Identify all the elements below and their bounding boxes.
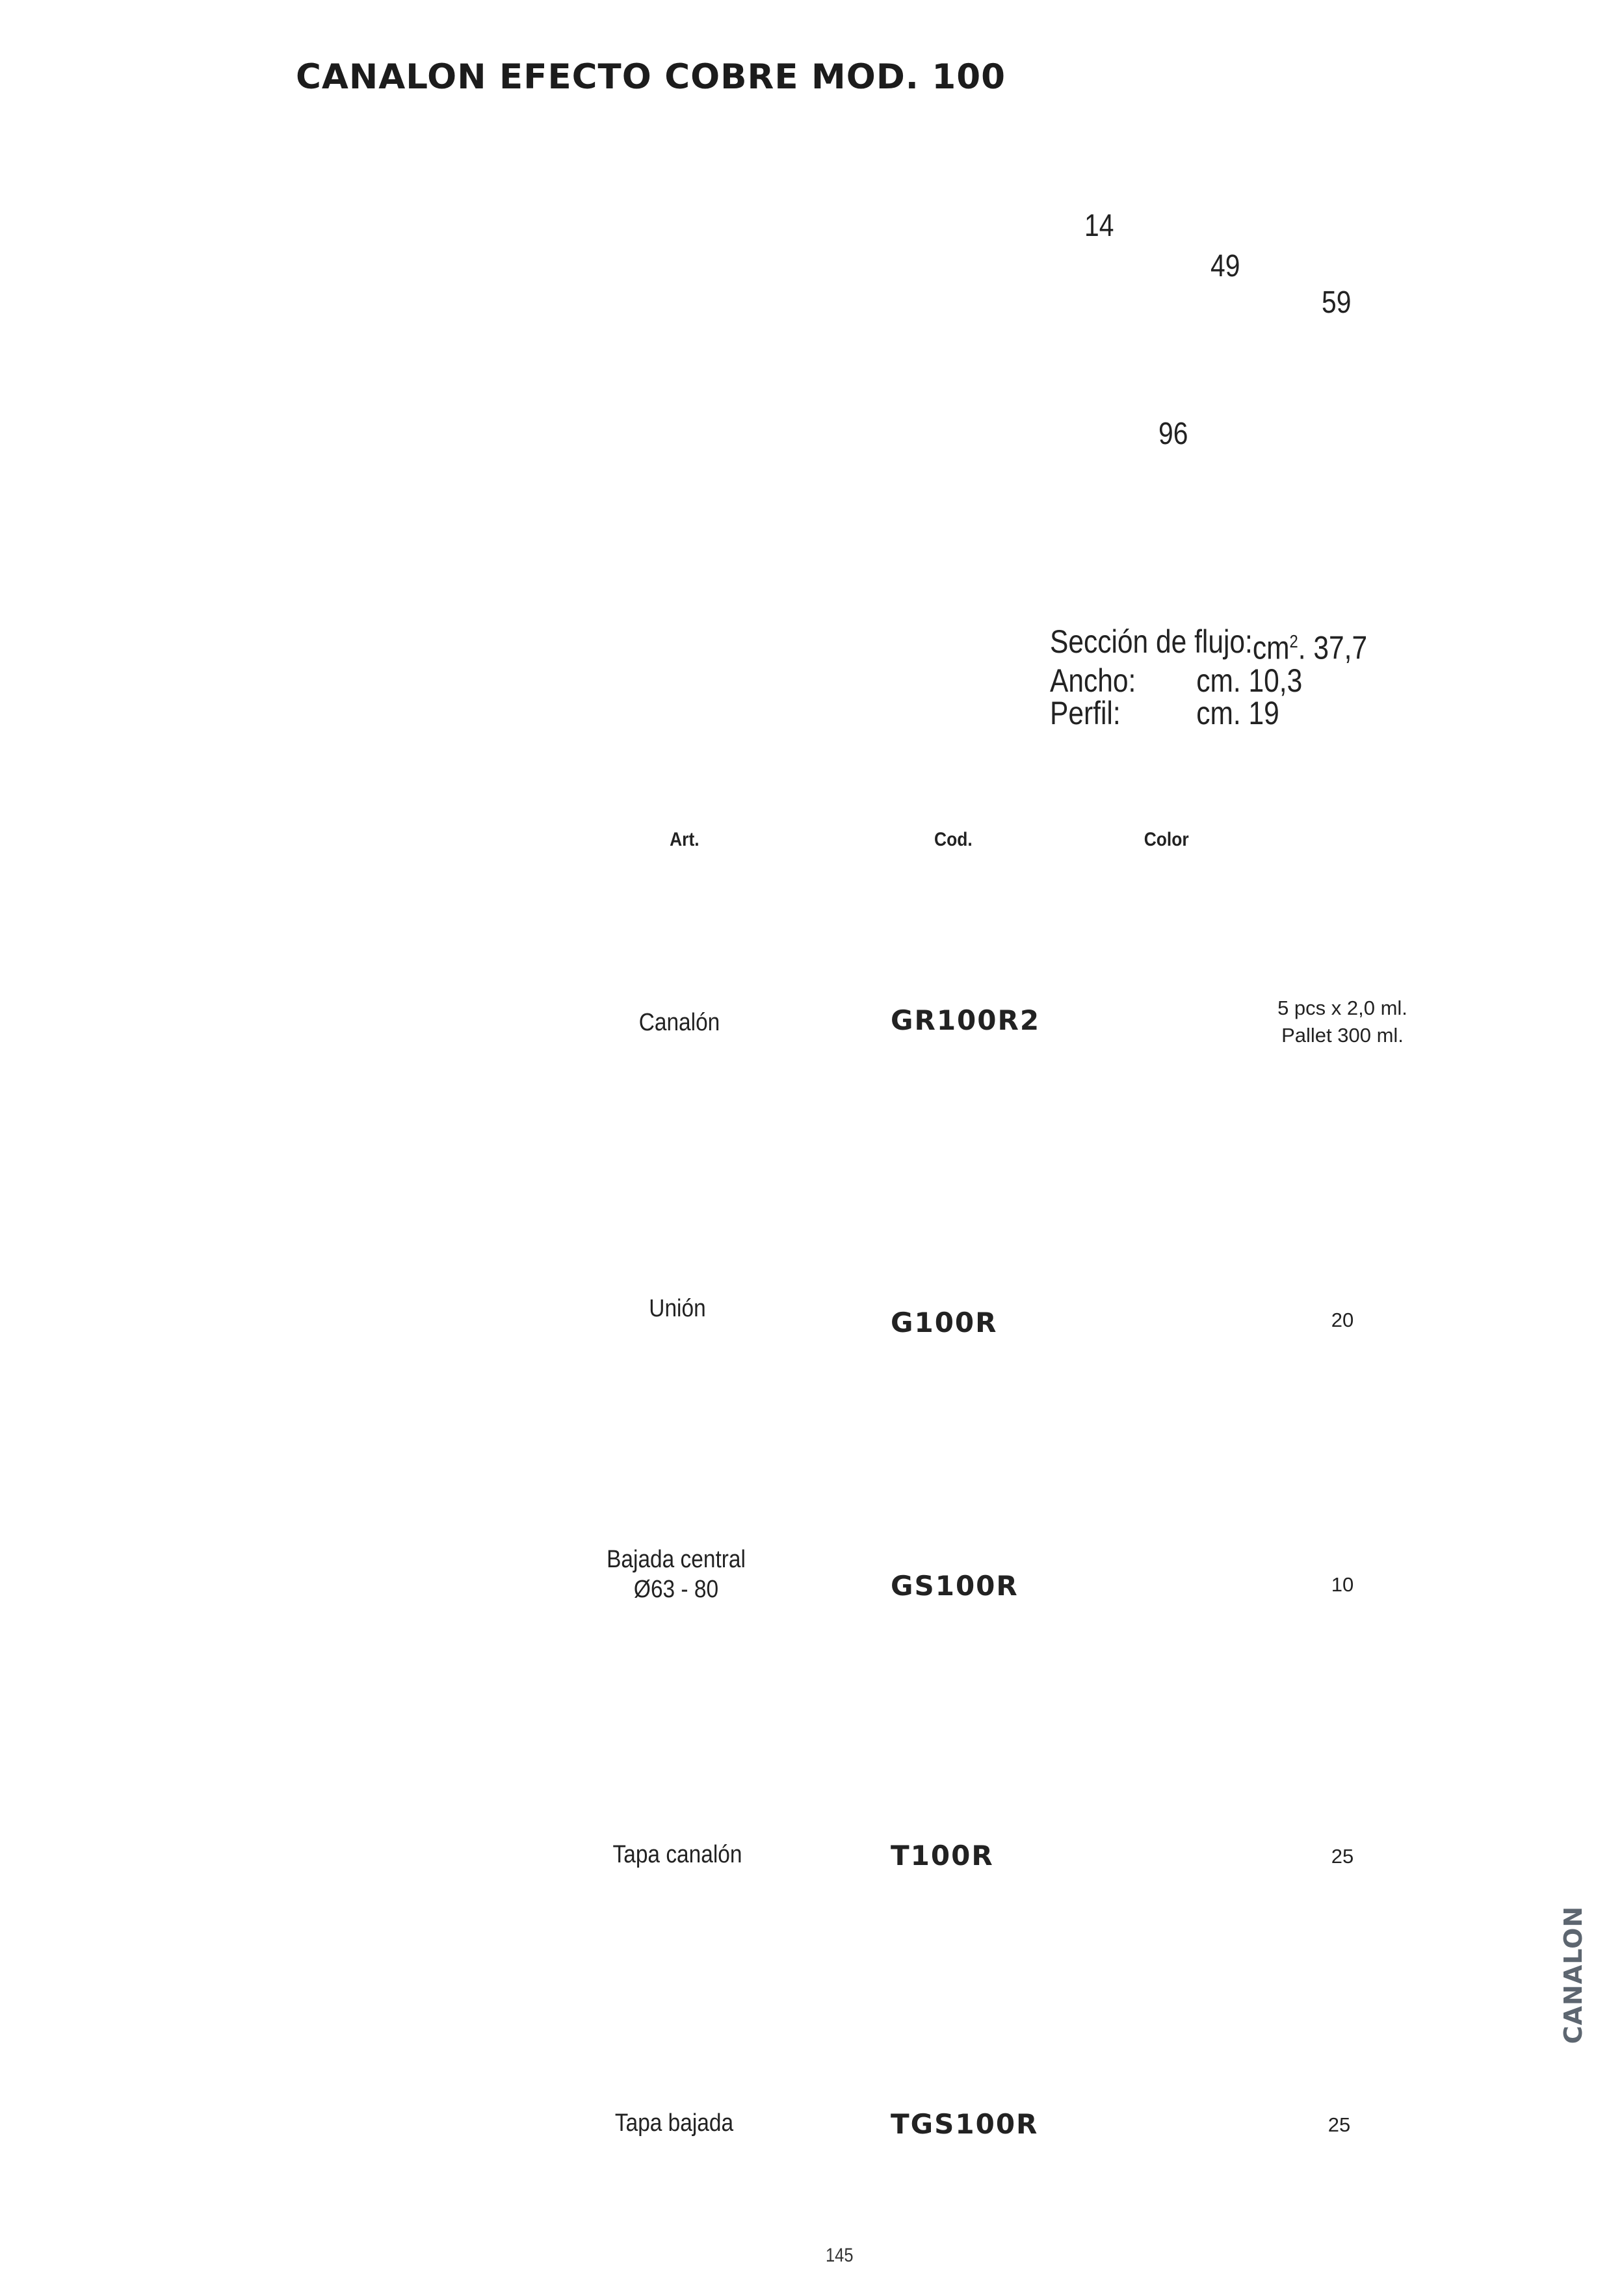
table-row-art: Tapa bajada (614, 2109, 734, 2137)
page-title: CANALON EFECTO COBRE MOD. 100 (296, 57, 1006, 97)
table-row-pack: 25 (1328, 2113, 1351, 2136)
pack-line: Pallet 300 ml. (1281, 1024, 1404, 1047)
spec-width-row (1050, 664, 1367, 697)
dimension-label: 59 (1322, 285, 1352, 320)
spec-flow-label: Sección de flujo: (1050, 623, 1253, 660)
table-row-pack: 20 (1331, 1309, 1354, 1331)
spec-width-label: Ancho: (1050, 662, 1136, 699)
spec-flow-value (1253, 625, 1367, 664)
spec-flow-number: . 37,7 (1298, 629, 1368, 666)
table-row-cod: G100R (891, 1307, 998, 1338)
table-row-pack: 25 (1331, 1845, 1354, 1868)
table-row-art: Tapa canalón (612, 1841, 742, 1868)
spec-flow-row (1050, 625, 1367, 664)
spec-flow-sup: 2 (1289, 631, 1298, 651)
spec-profile-row (1050, 694, 1367, 731)
table-row-art (556, 1545, 796, 1604)
table-row-pack: 10 (1331, 1573, 1354, 1596)
spec-profile-label: Perfil: (1050, 694, 1121, 731)
table-row-art: Unión (649, 1295, 706, 1322)
table-row-pack (1245, 995, 1440, 1049)
art-line: Bajada central (607, 1546, 746, 1573)
spec-profile-value: cm. 19 (1196, 694, 1279, 731)
table-row-cod: GS100R (891, 1570, 1019, 1602)
column-header-art: Art. (670, 829, 700, 850)
spec-flow-unit: cm (1252, 629, 1290, 666)
section-tab-label: CANALON (1559, 1905, 1588, 2044)
dimension-label: 96 (1158, 417, 1188, 451)
table-row-cod: T100R (891, 1840, 994, 1872)
section-tab (1554, 1905, 1593, 2044)
page-number: 145 (826, 2245, 854, 2266)
spec-width-value: cm. 10,3 (1196, 662, 1303, 699)
table-row-cod: TGS100R (891, 2108, 1039, 2140)
art-line: Ø63 - 80 (633, 1576, 719, 1603)
table-row-art: Canalón (638, 1009, 720, 1036)
table-row-cod: GR100R2 (891, 1004, 1041, 1036)
column-header-color: Color (1144, 829, 1189, 850)
dimension-label: 14 (1084, 209, 1114, 243)
column-header-cod: Cod. (934, 829, 973, 850)
specifications (1050, 625, 1367, 729)
pack-line: 5 pcs x 2,0 ml. (1277, 997, 1407, 1019)
dimension-label: 49 (1210, 249, 1240, 283)
